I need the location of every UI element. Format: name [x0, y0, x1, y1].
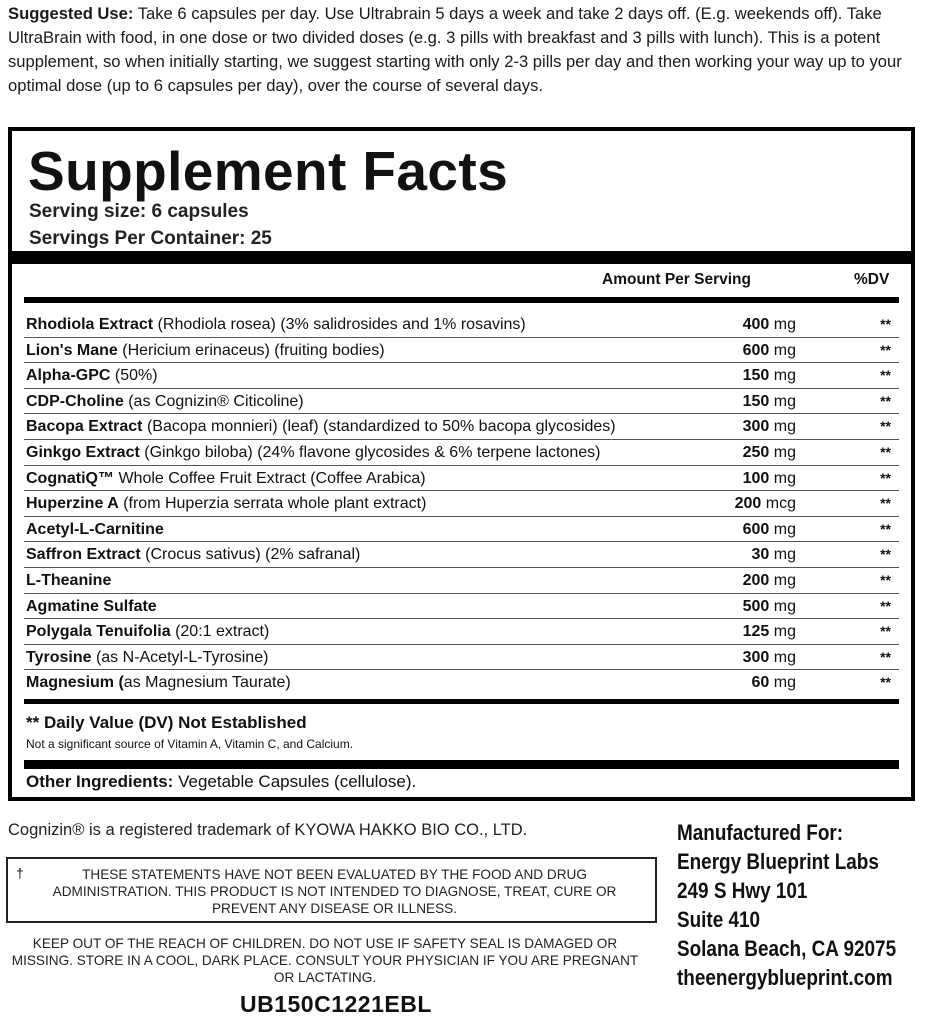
ingredient-detail: Whole Coffee Fruit Extract (Coffee Arabica) [114, 469, 426, 487]
amount-value: 125 [742, 623, 770, 641]
amount-value: 300 [742, 418, 770, 436]
ingredient-cell [26, 440, 601, 465]
ingredient-name: Huperzine A [26, 495, 119, 513]
amount-cell [743, 312, 796, 337]
manufacturer-street: 249 S Hwy 101 [677, 878, 808, 903]
other-ingredients [26, 772, 416, 792]
manufacturer-name: Energy Blueprint Labs [677, 849, 879, 874]
ingredient-cell [26, 568, 111, 593]
ingredient-row [24, 619, 899, 645]
ingredient-detail: (Ginkgo biloba) (24% flavone glycosides & 6% terpene lactones) [139, 443, 601, 461]
dv-value: ** [880, 367, 891, 384]
amount-per-serving-header: Amount Per Serving [602, 271, 751, 288]
ingredient-name: Ginkgo Extract [26, 443, 140, 461]
dv-value: ** [880, 469, 891, 486]
dv-value: ** [880, 418, 891, 435]
ingredient-cell [26, 670, 291, 695]
amount-unit: mg [769, 316, 796, 333]
ingredient-row [24, 645, 899, 671]
ingredient-detail: (Rhodiola rosea) (3% salidrosides and 1% rosavins) [153, 316, 526, 333]
manufacturer-suite: Suite 410 [677, 907, 761, 932]
servings-per-container: Servings Per Container: 25 [29, 228, 272, 249]
ingredient-name: L-Theanine [26, 571, 112, 589]
ingredient-cell [26, 466, 426, 491]
amount-value: 200 [734, 495, 762, 513]
amount-cell [743, 363, 796, 388]
amount-cell [743, 594, 796, 619]
amount-cell [752, 670, 796, 695]
amount-value: 150 [742, 367, 770, 385]
ingredient-row [24, 389, 899, 415]
serving-info [29, 198, 272, 252]
ingredient-list [24, 312, 899, 696]
dv-value: ** [880, 648, 891, 665]
safety-warning: KEEP OUT OF THE REACH OF CHILDREN. DO NOT USE IF SAFETY SEAL IS DAMAGED OR MISSING. STORE IN A COOL, DARK PLACE. CONSULT YOUR PHYSICIAN IF YOU ARE PREGNANT OR LACTATING. [11, 936, 639, 985]
ingredient-cell [26, 338, 385, 363]
ingredient-name: CDP-Choline [26, 392, 124, 410]
ingredient-detail: (from Huperzia serrata whole plant extract) [118, 495, 427, 513]
amount-cell [743, 645, 796, 670]
ingredient-cell [26, 414, 616, 439]
dv-value: ** [880, 546, 891, 563]
suggested-use [8, 2, 923, 98]
ingredient-cell [26, 645, 268, 670]
ingredient-name: Saffron Extract [26, 546, 141, 564]
dv-value: ** [880, 571, 891, 588]
amount-unit: mg [769, 597, 796, 615]
ingredient-cell [26, 619, 269, 644]
dv-value: ** [880, 520, 891, 537]
dv-note-title: ** Daily Value (DV) Not Established [26, 713, 307, 732]
amount-unit: mg [769, 443, 796, 461]
amount-value: 500 [742, 597, 770, 615]
other-divider [24, 760, 899, 769]
ingredient-cell [26, 491, 426, 516]
facts-title: Supplement Facts [28, 140, 509, 202]
footer-divider [24, 699, 899, 704]
amount-value: 60 [751, 674, 770, 692]
manufacturer-website: theenergyblueprint.com [677, 965, 893, 990]
ingredient-detail: (50%) [110, 367, 158, 385]
dagger-symbol: † [16, 865, 24, 881]
ingredient-name: CognatiQ™ [26, 469, 114, 487]
ingredient-row [24, 594, 899, 620]
amount-cell [735, 491, 796, 516]
amount-cell [743, 517, 796, 542]
amount-value: 250 [742, 443, 770, 461]
ingredient-row [24, 542, 899, 568]
ingredient-row [24, 440, 899, 466]
ingredient-detail: (20:1 extract) [170, 623, 270, 641]
dv-note-sub: Not a significant source of Vitamin A, Vitamin C, and Calcium. [26, 737, 354, 751]
serving-size: Serving size: 6 capsules [29, 201, 249, 222]
amount-value: 600 [742, 341, 770, 359]
ingredient-row [24, 670, 899, 696]
amount-value: 400 [742, 316, 770, 333]
ingredient-row [24, 491, 899, 517]
other-ingredients-label: Other Ingredients: [26, 772, 174, 791]
ingredient-cell [26, 517, 164, 542]
ingredient-detail: as Magnesium Taurate) [123, 674, 291, 692]
dv-value: ** [880, 674, 891, 691]
amount-unit: mg [769, 648, 796, 666]
ingredient-row [24, 312, 899, 338]
ingredient-name: Agmatine Sulfate [26, 597, 157, 615]
amount-unit: mg [769, 341, 796, 359]
ingredient-name: Alpha-GPC [26, 367, 111, 385]
dv-value: ** [880, 392, 891, 409]
amount-value: 30 [751, 546, 770, 564]
dv-header: %DV [854, 271, 890, 288]
ingredient-name: Magnesium ( [26, 674, 124, 692]
fda-disclaimer-text: THESE STATEMENTS HAVE NOT BEEN EVALUATED BY THE FOOD AND DRUG ADMINISTRATION. THIS PRODUCT IS NOT INTENDED TO DIAGNOSE, TREAT, CURE OR PREVENT ANY DISEASE OR ILLNESS. [52, 867, 617, 916]
dv-value: ** [880, 443, 891, 460]
dv-value: ** [880, 316, 891, 332]
ingredient-name: Acetyl-L-Carnitine [26, 520, 164, 538]
amount-value: 300 [742, 648, 770, 666]
amount-unit: mg [769, 546, 796, 564]
ingredient-cell [26, 542, 360, 567]
ingredient-name: Lion's Mane [26, 341, 118, 359]
manufacturer-heading: Manufactured For: [677, 820, 844, 845]
amount-cell [743, 619, 796, 644]
manufacturer-city: Solana Beach, CA 92075 [677, 936, 897, 961]
ingredient-row [24, 466, 899, 492]
ingredient-row [24, 517, 899, 543]
amount-unit: mcg [761, 495, 796, 513]
amount-cell [743, 568, 796, 593]
other-ingredients-text: Vegetable Capsules (cellulose). [173, 772, 417, 791]
amount-unit: mg [769, 571, 796, 589]
amount-unit: mg [769, 520, 796, 538]
amount-unit: mg [769, 392, 796, 410]
ingredient-detail: (as Cognizin® Citicoline) [123, 392, 304, 410]
suggested-use-label: Suggested Use: [8, 4, 134, 23]
ingredient-row [24, 338, 899, 364]
amount-value: 200 [742, 571, 770, 589]
header-divider [24, 297, 899, 303]
suggested-use-text: Take 6 capsules per day. Use Ultrabrain 5 days a week and take 2 days off. (E.g. weekends off). Take UltraBrain with food, in one dose or two divided doses (e.g. 3 pills with breakfast and 3 pills with lunch). This is a potent supplement, so when initially starting, we suggest starting with only 2-3 pills per day and then working your way up to your optimal dose (up to 6 capsules per day), over the course of several days. [8, 4, 902, 95]
ingredient-row [24, 363, 899, 389]
ingredient-cell [26, 594, 157, 619]
ingredient-cell [26, 389, 304, 414]
ingredient-name: Rhodiola Extract [26, 316, 154, 333]
amount-unit: mg [769, 367, 796, 385]
ingredient-detail: (Hericium erinaceus) (fruiting bodies) [117, 341, 385, 359]
ingredient-cell [26, 363, 158, 388]
amount-cell [743, 389, 796, 414]
dv-value: ** [880, 623, 891, 640]
amount-cell [752, 542, 796, 567]
ingredient-detail: (Crocus sativus) (2% safranal) [140, 546, 361, 564]
amount-unit: mg [769, 674, 796, 692]
amount-unit: mg [769, 418, 796, 436]
manufacturer-info [677, 818, 896, 992]
ingredient-name: Bacopa Extract [26, 418, 143, 436]
amount-value: 100 [742, 469, 770, 487]
amount-unit: mg [769, 469, 796, 487]
trademark-note: Cognizin® is a registered trademark of KYOWA HAKKO BIO CO., LTD. [8, 821, 528, 839]
lot-code: UB150C1221EBL [240, 991, 432, 1017]
amount-cell [743, 338, 796, 363]
ingredient-row [24, 568, 899, 594]
ingredient-detail: (as N-Acetyl-L-Tyrosine) [91, 648, 269, 666]
ingredient-detail: (Bacopa monnieri) (leaf) (standardized to 50% bacopa glycosides) [142, 418, 616, 436]
amount-cell [743, 414, 796, 439]
supplement-facts-panel [8, 127, 915, 801]
thick-divider [12, 251, 911, 264]
ingredient-cell [26, 312, 526, 337]
dv-value: ** [880, 495, 891, 512]
amount-cell [743, 466, 796, 491]
amount-unit: mg [769, 623, 796, 641]
amount-value: 150 [742, 392, 770, 410]
amount-cell [743, 440, 796, 465]
ingredient-row [24, 414, 899, 440]
ingredient-name: Polygala Tenuifolia [26, 623, 171, 641]
fda-disclaimer-box [6, 857, 657, 923]
ingredient-name: Tyrosine [26, 648, 92, 666]
amount-value: 600 [742, 520, 770, 538]
dv-value: ** [880, 341, 891, 358]
dv-value: ** [880, 597, 891, 614]
